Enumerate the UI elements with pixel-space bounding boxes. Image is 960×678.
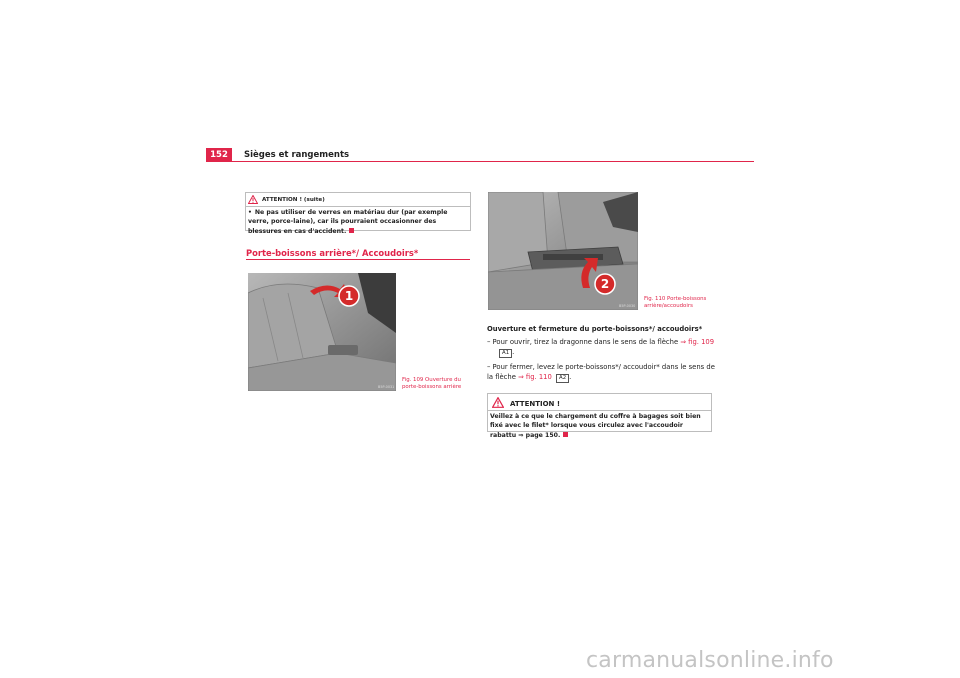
procedure-step-open	[487, 337, 717, 358]
figure-110-caption: Fig. 110 Porte-boissons arrière/accoudoirs	[644, 296, 707, 309]
warning-continued-title: ATTENTION ! (suite)	[262, 197, 325, 203]
warning-triangle-icon	[492, 397, 504, 408]
procedure-heading: Ouverture et fermeture du porte-boissons*/ accoudoirs*	[487, 325, 703, 333]
warning-continued-text	[248, 208, 466, 236]
warning-triangle-icon	[248, 195, 258, 204]
callout-a1: A1	[499, 349, 512, 358]
section-rule	[246, 259, 470, 260]
page-number: 152	[206, 148, 232, 162]
figure-109-link[interactable]: ⇒ fig. 109	[680, 338, 715, 346]
step-open-end: .	[512, 348, 515, 356]
warning-text	[490, 412, 708, 440]
bullet: •	[248, 209, 252, 216]
step-close-end: .	[569, 373, 572, 381]
step-open-text: – Pour ouvrir, tirez la dragonne dans le sens de la flèche	[487, 338, 681, 346]
section-title: Porte-boissons arrière*/ Accoudoirs*	[246, 248, 419, 258]
figure-110-link[interactable]: ⇒ fig. 110	[518, 373, 552, 381]
watermark: carmanualsonline.info	[586, 648, 834, 673]
figure-109-caption: Fig. 109 Ouverture du porte-boissons arrière	[402, 377, 462, 390]
figure-109-code: B5P-0031	[378, 385, 395, 389]
warning-title: ATTENTION !	[510, 400, 561, 408]
warning-header	[492, 397, 560, 410]
end-of-section-mark	[349, 228, 354, 233]
step-close-text: – Pour fermer, levez le porte-boissons*/ accoudoir* dans le sens de la flèche	[487, 363, 715, 381]
figure-109-callout-label: 1	[344, 289, 354, 303]
figure-109-image	[248, 273, 396, 391]
warning-continued-divider	[245, 206, 471, 207]
header-rule	[206, 161, 754, 162]
warning-divider	[487, 410, 712, 411]
warning-continued-header	[248, 195, 325, 205]
figure-110-callout-label: 2	[600, 277, 610, 291]
callout-a2: A2	[556, 374, 569, 383]
warning-continued-body: Ne pas utiliser de verres en matériau dur (par exemple verre, porce-laine), car ils pourraient occasionner des blessures en cas d'accident.	[248, 209, 448, 235]
running-header-title: Sièges et rangements	[244, 150, 350, 160]
warning-body: Veillez à ce que le chargement du coffre à bagages soit bien fixé avec le filet* lorsque vous circulez avec l'accoudoir rabattu ⇒ page 150.	[490, 413, 701, 439]
procedure-step-close	[487, 362, 717, 383]
figure-110-code: B5P-0030	[619, 304, 636, 308]
end-of-section-mark	[563, 432, 568, 437]
